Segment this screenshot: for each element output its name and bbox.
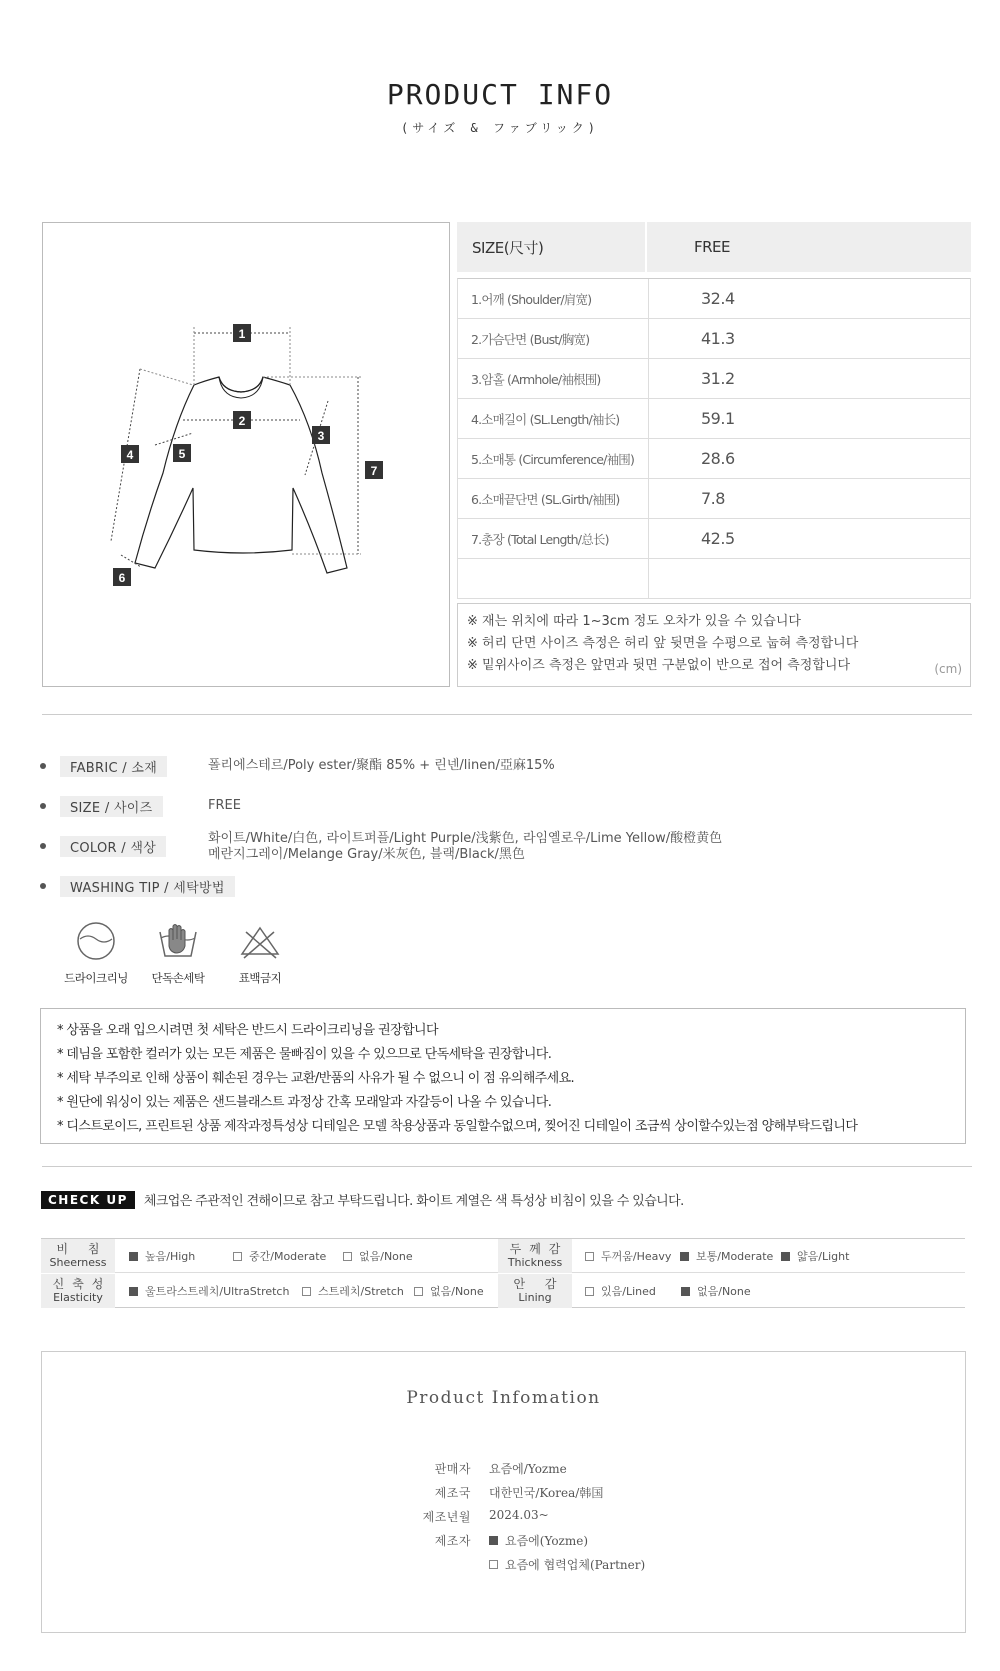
thickness-label [498,1239,572,1273]
marker-4 [121,445,139,463]
product-information [41,1351,966,1633]
size-label: 7.총장 (Total Length/总长) [458,519,649,558]
washing-row [40,876,235,897]
no-bleach-icon [239,920,281,962]
bullet [40,883,46,889]
option [129,1248,233,1264]
color-value-line-1: 화이트/White/白色, 라이트퍼플/Light Purple/浅紫色, 라임옐로우/Lime Yellow/酸橙黄色 [208,831,723,846]
unchecked-box-icon [343,1252,352,1261]
attr-label-en: Sheerness [49,1256,107,1269]
note-line: ※ 재는 위치에 따라 1~3cm 정도 오차가 있을 수 있습니다 [467,614,801,629]
attr-label-en: Lining [518,1291,552,1304]
unchecked-box-icon [233,1252,242,1261]
checkup-row [41,1190,684,1209]
marker-7 [365,461,383,479]
marker-2 [233,411,251,429]
page-subtitle: (サイズ & ファブリック) [401,121,599,135]
care-line: * 데님을 포함한 컬러가 있는 모든 제품은 물빠짐이 있을 수 있으므로 단독세탁을 권장합니다. [57,1047,552,1062]
table-row [41,1274,965,1308]
bullet [40,843,46,849]
marker-3 [312,426,330,444]
option-label: 중간/Moderate [249,1250,327,1263]
care-line: * 디스트로이드, 프린트된 상품 제작과정특성상 디테일은 모델 착용상품과 동일할수없으며, 찢어진 디테일이 조금씩 상이할수있는점 양해부탁드립니다 [57,1119,858,1134]
seller-row [42,1460,965,1480]
table-row [41,1239,965,1273]
wash-icon-item [137,920,219,986]
option-label: 없음/None [359,1250,413,1263]
size-value: 31.2 [701,369,735,388]
size-header-free: FREE [694,238,731,256]
table-row [458,359,970,399]
option [233,1248,343,1264]
size-value: 42.5 [701,529,735,548]
care-line: * 상품을 오래 입으시려면 첫 세탁은 반드시 드라이크리닝을 권장합니다 [57,1023,438,1038]
checked-box-icon [489,1536,498,1545]
care-line: * 세탁 부주의로 인해 상품이 훼손된 경우는 교환/반품의 사유가 될 수 없으니 이 점 유의해주세요. [57,1071,575,1086]
option-label: 스트레치/Stretch [318,1285,404,1298]
size-label: SIZE / 사이즈 [60,796,163,817]
table-row [458,399,970,439]
option-label: 높음/High [145,1250,196,1263]
color-label: COLOR / 색상 [60,836,166,857]
wash-icon-item [55,920,137,986]
care-instructions [40,1008,966,1144]
checked-box-icon [681,1287,690,1296]
svg-text:2: 2 [238,414,246,428]
svg-text:6: 6 [118,571,126,585]
attr-label-ko: 안 감 [513,1277,565,1291]
size-row [40,796,241,817]
size-table [457,222,971,599]
size-value [649,559,970,598]
table-row [458,439,970,479]
attr-label-ko: 두께감 [509,1242,569,1256]
option-label: 없음/None [430,1285,484,1298]
option-label: 있음/Lined [601,1285,656,1298]
fabric-row [40,756,555,777]
dry-clean-icon [75,920,117,962]
size-label: 2.가슴단면 (Bust/胸宽) [458,319,649,358]
checked-box-icon [680,1252,689,1261]
attr-label-en: Thickness [507,1256,563,1269]
unchecked-box-icon [302,1287,311,1296]
country-value: 대한민국/Korea/韩国 [489,1486,604,1500]
country-row [42,1484,965,1504]
marker-5 [173,444,191,462]
size-label: 4.소매길이 (SL.Length/袖长) [458,399,649,438]
size-value: 28.6 [701,449,735,468]
divider [42,714,972,715]
marker-1 [233,324,251,342]
option-label: 없음/None [697,1285,751,1298]
note-line: ※ 허리 단면 사이즈 측정은 허리 앞 뒷면을 수평으로 눕혀 측정합니다 [467,636,859,651]
divider [42,1166,972,1167]
size-value: 7.8 [701,489,725,508]
page-header [0,78,1000,136]
option-label: 울트라스트레치/UltraStretch [145,1285,290,1298]
elasticity-label [41,1274,115,1308]
checkup-badge: CHECK UP [41,1191,135,1209]
option-label: 두꺼움/Heavy [601,1250,672,1263]
option [414,1283,484,1299]
unchecked-box-icon [585,1287,594,1296]
svg-text:5: 5 [178,447,186,461]
option [302,1283,414,1299]
fabric-label: FABRIC / 소재 [60,756,167,777]
care-line: * 원단에 워싱이 있는 제품은 샌드블래스트 과정상 간혹 모래알과 자갈등이 나올 수 있습니다. [57,1095,552,1110]
wash-icon-label: 단독손세탁 [151,971,205,985]
table-row [458,559,970,599]
size-table-header [457,222,971,272]
option [343,1248,413,1264]
checked-box-icon [781,1252,790,1261]
option [129,1283,302,1299]
attr-label-ko: 신축성 [52,1277,112,1291]
table-row [458,319,970,359]
option [585,1283,681,1299]
svg-text:3: 3 [317,429,325,443]
size-value: 41.3 [701,329,735,348]
wash-icon-label: 표백금지 [238,971,282,985]
thickness-options [585,1239,849,1273]
svg-text:7: 7 [370,464,378,478]
wash-icon-label: 드라이크리닝 [64,971,128,985]
washing-label: WASHING TIP / 세탁방법 [60,876,235,897]
seller-value: 요즘에/Yozme [489,1462,567,1476]
maker-value-2 [489,1556,645,1573]
option-label: 보통/Moderate [696,1250,774,1263]
unit-label: (cm) [934,662,962,676]
unchecked-box-icon [489,1560,498,1569]
option [781,1248,849,1264]
date-label: 제조년월 [422,1510,471,1524]
maker-row [42,1532,965,1552]
svg-text:4: 4 [126,448,134,462]
marker-6 [113,568,131,586]
page-title: PRODUCT INFO [386,78,614,111]
wash-icons [55,920,301,986]
table-row [458,279,970,319]
fabric-value: 폴리에스테르/Poly ester/聚酯 85% + 린넨/linen/亞麻15% [208,758,555,773]
hand-wash-icon [157,920,199,962]
product-info-title: Product Infomation [406,1388,601,1408]
svg-text:1: 1 [238,327,246,341]
unchecked-box-icon [414,1287,423,1296]
elasticity-options [129,1274,484,1308]
sheerness-options [129,1239,413,1273]
option [585,1248,680,1264]
wash-icon-item [219,920,301,986]
date-value: 2024.03~ [489,1508,549,1522]
size-label [458,559,649,598]
table-row [458,479,970,519]
date-row [42,1508,965,1528]
lining-options [585,1274,751,1308]
size-diagram [42,222,450,687]
maker-1-text: 요즘에(Yozme) [505,1534,589,1548]
table-row [458,519,970,559]
size-label: 3.암홀 (Armhole/袖根围) [458,359,649,398]
attribute-table [41,1238,965,1308]
color-value-line-2: 메란지그레이/Melange Gray/米灰色, 블랙/Black/黑色 [208,847,525,862]
maker-row-2 [42,1556,965,1576]
checked-box-icon [129,1287,138,1296]
size-label: 5.소매통 (Circumference/袖围) [458,439,649,478]
maker-label: 제조자 [434,1534,471,1548]
option [681,1283,751,1299]
measurement-notes [457,603,971,687]
size-label: 1.어깨 (Shoulder/肩宽) [458,279,649,318]
checkup-text: 체크업은 주관적인 견해이므로 참고 부탁드립니다. 화이트 계열은 색 특성상 비침이 있을 수 있습니다. [143,1194,684,1209]
lining-label [498,1274,572,1308]
bullet [40,763,46,769]
attr-label-en: Elasticity [53,1291,103,1304]
size-table-body [457,278,971,599]
maker-value-1 [489,1532,588,1549]
size-value: 32.4 [701,289,735,308]
attr-label-ko: 비 침 [56,1242,108,1256]
color-row [40,831,723,862]
size-value: FREE [208,798,241,813]
unchecked-box-icon [585,1252,594,1261]
option [680,1248,781,1264]
country-label: 제조국 [434,1486,471,1500]
option-label: 얇음/Light [797,1250,850,1263]
seller-label: 판매자 [434,1462,471,1476]
note-line: ※ 밑위사이즈 측정은 앞면과 뒷면 구분없이 반으로 접어 측정합니다 [467,658,851,673]
bullet [40,803,46,809]
color-value [208,831,722,863]
checked-box-icon [129,1252,138,1261]
size-label: 6.소매끝단면 (SL.Girth/袖围) [458,479,649,518]
shirt-diagram-svg [43,223,451,688]
sheerness-label [41,1239,115,1273]
size-value: 59.1 [701,409,735,428]
size-header-label: SIZE(尺寸) [457,222,647,272]
maker-2-text: 요즘에 협력업체(Partner) [505,1558,646,1572]
